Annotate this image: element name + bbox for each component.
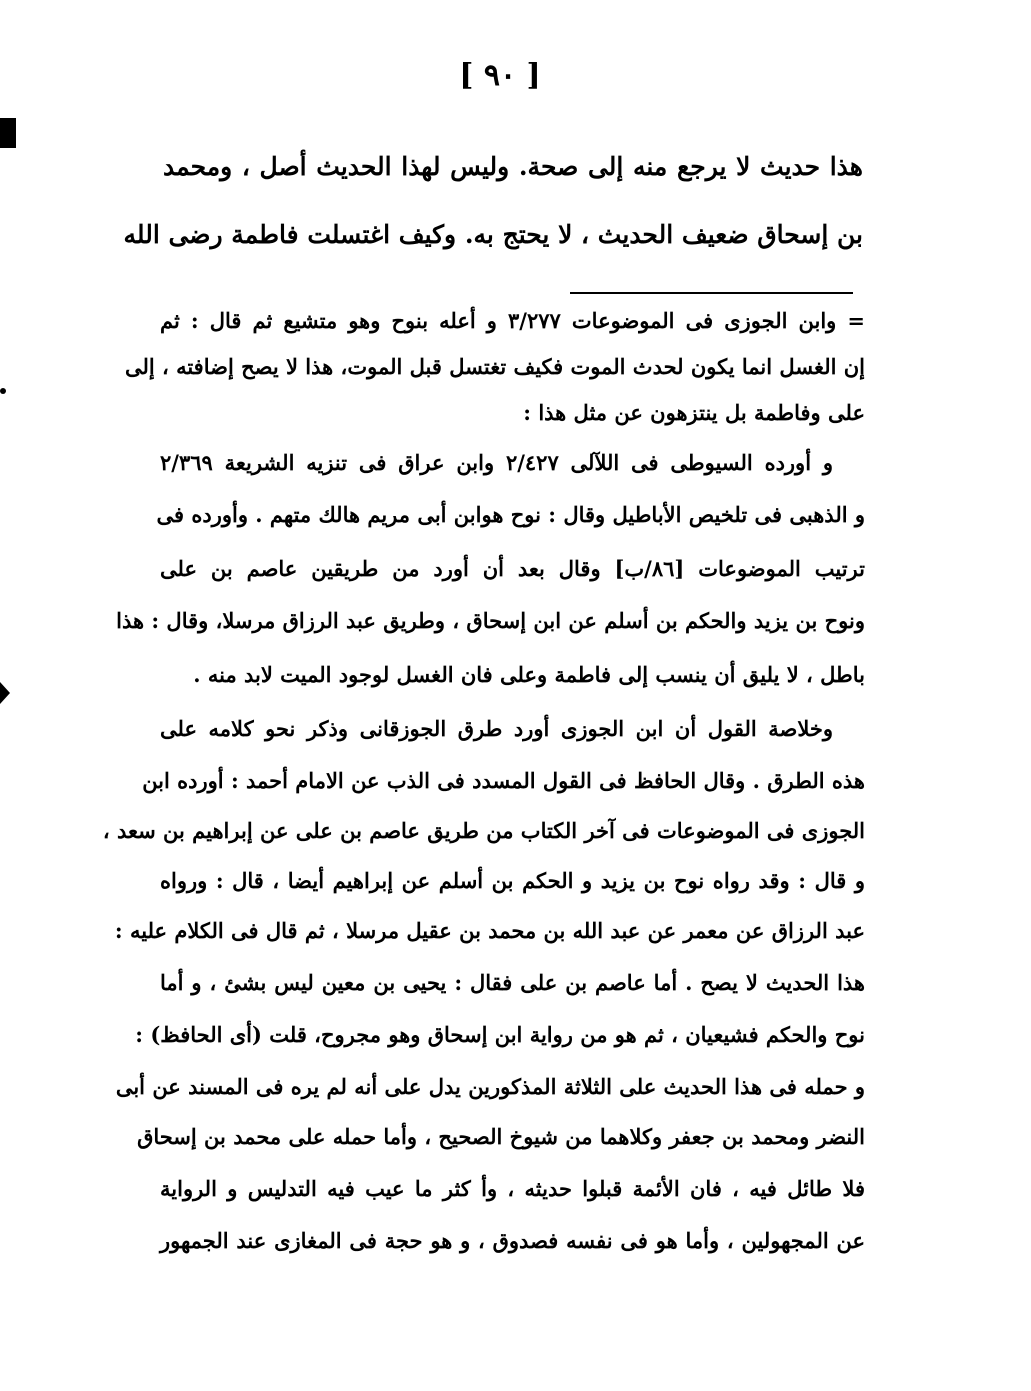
footnote-line-12: و قال : وقد رواه نوح بن يزيد و الحكم بن أسلم عن إبراهيم أيضا ، قال : ورواه [160, 868, 865, 893]
main-text-line-1: هذا حديث لا يرجع منه إلى صحة. وليس لهذا الحديث أصل ، ومحمد [163, 152, 863, 181]
page-number: [ ٩٠ ] [459, 58, 541, 93]
footnote-line-11: الجوزى فى الموضوعات فى آخر الكتاب من طريق عاصم بن على عن إبراهيم بن سعد ، [102, 818, 865, 843]
footnote-line-1: = وابن الجوزى فى الموضوعات ٣/٢٧٧ و أعله بنوح وهو متشيع ثم قال : ثم [160, 308, 865, 333]
footnote-line-14: هذا الحديث لا يصح . أما عاصم بن على فقال : يحيى بن معين ليس بشئ ، و أما [160, 970, 865, 995]
footnote-line-17: النضر ومحمد بن جعفر وكلاهما من شيوخ الصحيح ، وأما حمله على محمد بن إسحاق [137, 1124, 865, 1149]
footnote-line-10: هذه الطرق . وقال الحافظ فى القول المسدد فى الذب عن الامام أحمد : أورده ابن [142, 768, 865, 793]
footnote-line-9: وخلاصة القول أن ابن الجوزى أورد طرق الجوزقانى وذكر نحو كلامه على [160, 716, 833, 741]
footnote-line-19: عن المجهولين ، وأما هو فى نفسه فصدوق ، و هو حجة فى المغازى عند الجمهور [160, 1228, 865, 1253]
footnote-line-4: و أورده السيوطى فى اللآلى ٢/٤٢٧ وابن عراق فى تنزيه الشريعة ٢/٣٦٩ [160, 450, 833, 475]
footnote-line-3: على وفاطمة بل ينتزهون عن مثل هذا : [523, 400, 865, 425]
footnote-divider [570, 292, 853, 294]
footnote-line-6: ترتيب الموضوعات [٨٦/ب] وقال بعد أن أورد من طريقين عاصم بن على [160, 556, 865, 581]
footnote-line-8: باطل ، لا يليق أن ينسب إلى فاطمة وعلى فان الغسل لوجود الميت لابد منه . [193, 662, 865, 687]
footnote-line-7: ونوح بن يزيد والحكم بن أسلم عن ابن إسحاق ، وطريق عبد الرزاق مرسلا، وقال : هذا [116, 608, 865, 633]
footnote-line-15: نوح والحكم فشيعيان ، ثم هو من رواية ابن إسحاق وهو مجروح، قلت (أى الحافظ) : [135, 1022, 865, 1047]
footnote-line-5: و الذهبى فى تلخيص الأباطيل وقال : نوح هوابن أبى مريم هالك متهم . وأورده فى [156, 502, 865, 527]
footnote-line-16: و حمله فى هذا الحديث على الثلاثة المذكورين يدل على أنه لم يره فى المسند عن أبى [115, 1074, 865, 1099]
scan-mark [0, 118, 16, 148]
scan-mark [0, 388, 6, 394]
main-text-line-2: بن إسحاق ضعيف الحديث ، لا يحتج به. وكيف اغتسلت فاطمة رضى الله [123, 220, 863, 249]
footnote-line-13: عبد الرزاق عن معمر عن عبد الله بن محمد بن عقيل مرسلا ، ثم قال فى الكلام عليه : [114, 918, 865, 943]
scan-mark [0, 682, 10, 704]
footnote-line-2: إن الغسل انما يكون لحدث الموت فكيف تغتسل قبل الموت، هذا لا يصح إضافته ، إلى [124, 354, 865, 379]
footnote-line-18: فلا طائل فيه ، فان الأئمة قبلوا حديثه ، وأ كثر ما عيب فيه التدليس و الرواية [160, 1176, 865, 1201]
